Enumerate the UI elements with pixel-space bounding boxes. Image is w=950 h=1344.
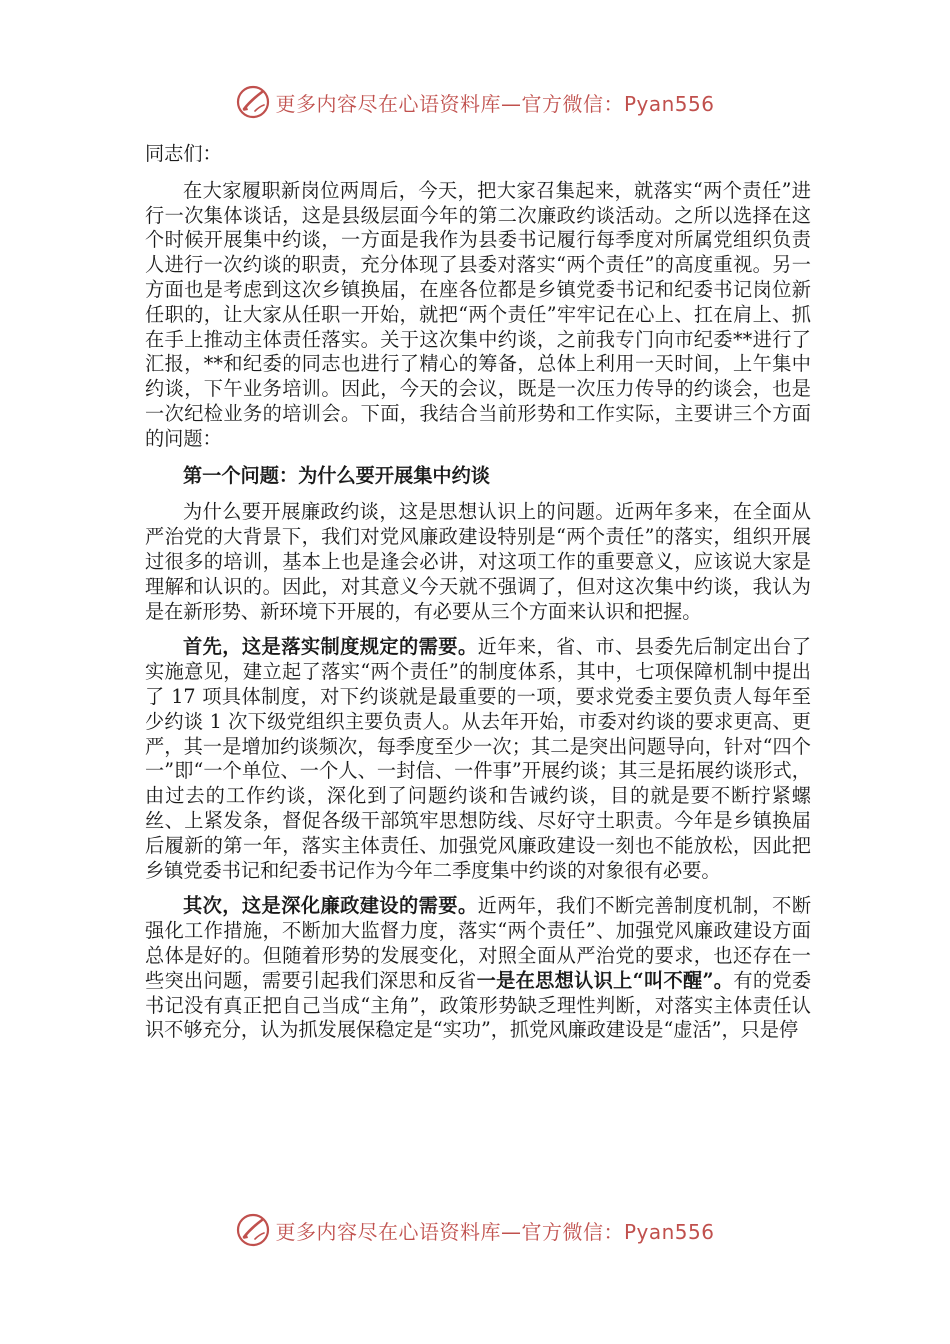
- footer-banner: [0, 1208, 950, 1252]
- pen-logo-icon: [235, 1212, 271, 1248]
- intro-paragraph: 在大家履职新岗位两周后，今天，把大家召集起来，就落实“两个责任”进行一次集体谈话，这是县级层面今年的第二次廉政约谈活动。之所以选择在这个时候开展集中约谈，一方面是我作为县委书记履行每季度对所属党组织负责人进行一次约谈的职责，充分体现了县委对落实“两个责任”的高度重视。另一方面也是考虑到这次乡镇换届，在座各位都是乡镇党委书记和纪委书记岗位新任职的，让大家从任职一开始，就把“两个责任”牢牢记在心上、扛在肩上、抓在手上推动主体责任落实。关于这次集中约谈，之前我专门向市纪委**进行了汇报，**和纪委的同志也进行了精心的筹备，总体上利用一天时间，上午集中约谈，下午业务培训。因此，今天的会议，既是一次压力传导的约谈会，也是一次纪检业务的培训会。下面，我结合当前形势和工作实际，主要讲三个方面的问题：: [145, 178, 811, 450]
- section-heading-1: 第一个问题：为什么要开展集中约谈: [183, 463, 490, 487]
- banner-text: 更多内容尽在心语资料库—官方微信：Pyan556: [275, 1219, 715, 1244]
- second-reason-body: 近两年，我们不断完善制度机制，不断强化工作措施，不断加大监督力度，落实“两个责任”、加强党风廉政建设方面总体是好的。但随着形势的发展变化，对照全面从严治党的要求，也还存在一些突出问题，需要引起我们深思和反省: [145, 894, 812, 992]
- second-reason-paragraph: [145, 894, 811, 1043]
- second-reason-lead: 其次，这是深化廉政建设的需要。: [183, 894, 478, 918]
- point1-body: 有的党委书记没有真正把自己当成“主角”，政策形势缺乏理性判断，对落实主体责任认识不够充分，认为抓发展保稳定是“实功”，抓党风廉政建设是“虚活”，只是停: [145, 968, 812, 1042]
- salutation: 同志们：: [145, 142, 222, 165]
- pen-logo-icon: [235, 84, 271, 120]
- first-reason-body: 近年来，省、市、县委先后制定出台了实施意见，建立起了落实“两个责任”的制度体系，其中，七项保障机制中提出了 17 项具体制度，对下约谈就是最重要的一项，要求党委主要负责人每年至少约谈 1 次下级党组织主要负责人。从去年开始，市委对约谈的要求更高、更严，其一是增加约谈频次，每季度至少一次；其二是突出问题导向，针对“四个一”即“一个单位、一个人、一封信、一件事”开展约谈；其三是拓展约谈形式，由过去的工作约谈，深化到了问题约谈和告诫约谈，目的就是要不断拧紧螺丝、上紧发条，督促各级干部筑牢思想防线、尽好守土职责。今年是乡镇换届后履新的第一年，落实主体责任、加强党风廉政建设一刻也不能放松，因此把乡镇党委书记和纪委书记作为今年二季度集中约谈的对象很有必要。: [145, 635, 812, 882]
- first-reason-paragraph: [145, 635, 811, 883]
- point1-lead: 一是在思想认识上“叫不醒”。: [476, 968, 734, 992]
- banner-text: 更多内容尽在心语资料库—官方微信：Pyan556: [275, 91, 715, 116]
- header-banner: [0, 80, 950, 124]
- why-paragraph: 为什么要开展廉政约谈，这是思想认识上的问题。近两年多来，在全面从严治党的大背景下，我们对党风廉政建设特别是“两个责任”的落实，组织开展过很多的培训，基本上也是逢会必讲，对这项工作的重要意义，应该说大家是理解和认识的。因此，对其意义今天就不强调了，但对这次集中约谈，我认为是在新形势、新环境下开展的，有必要从三个方面来认识和把握。: [145, 500, 811, 623]
- first-reason-lead: 首先，这是落实制度规定的需要。: [183, 635, 478, 659]
- document-body: [145, 142, 811, 1043]
